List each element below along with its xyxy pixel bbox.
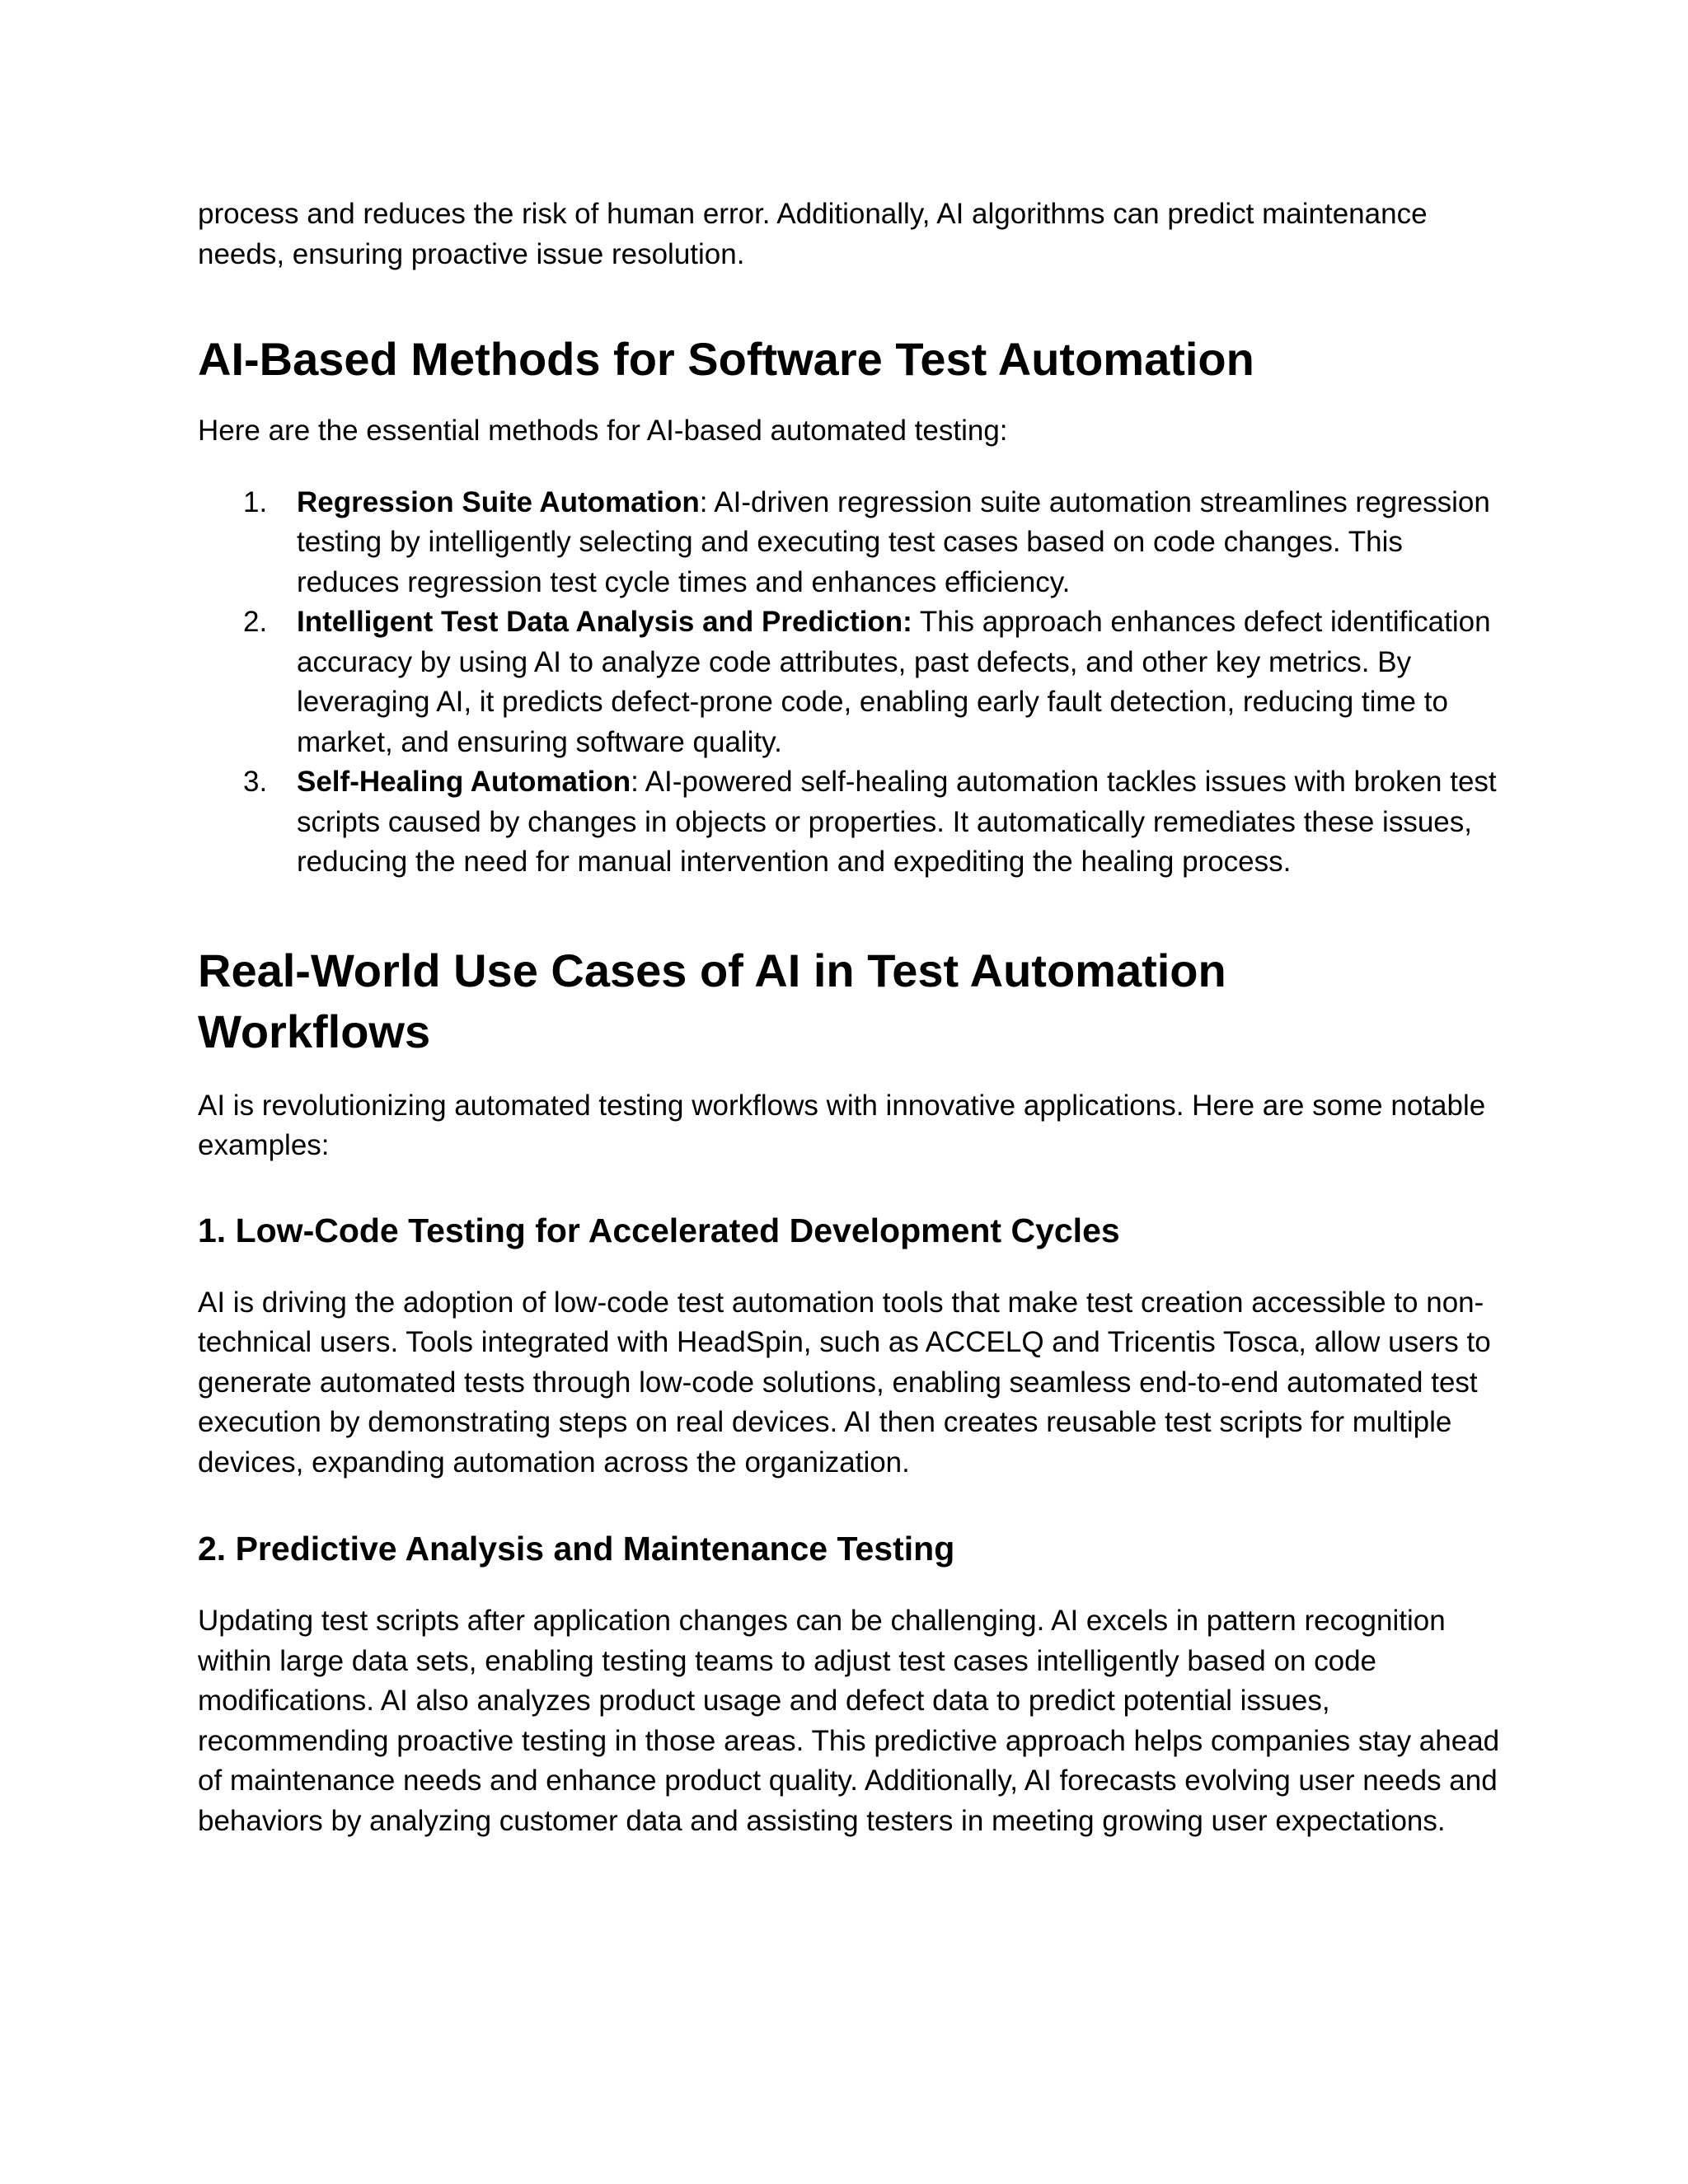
section-heading-ai-methods: AI-Based Methods for Software Test Automation bbox=[198, 333, 1254, 385]
low-code-paragraph: AI is driving the adoption of low-code test automation tools that make test creation accessible to non-technical users. Tools integrated with HeadSpin, such as ACCELQ and Tricentis Tosca, allow users to generate automated tests through low-code solutions, enabling seamless end-to-end automated test execution by demonstrating steps on real devices. AI then creates reusable test scripts for multiple devices, expanding automation across the organization. bbox=[198, 1286, 1491, 1479]
subheading-low-code-testing: 1. Low-Code Testing for Accelerated Development Cycles bbox=[198, 1211, 1120, 1249]
list-item-text: : AI-driven regression suite automation streamlines regression testing by intelligently selecting and executing test cases based on code changes. This reduces regression test cycle times and enhances efficiency. bbox=[297, 485, 1490, 598]
list-item bbox=[198, 602, 1500, 762]
list-item-text: : AI-powered self-healing automation tackles issues with broken test scripts caused by changes in objects or properties. It automatically remediates these issues, reducing the need for manual intervention and expediting the healing process. bbox=[297, 766, 1497, 878]
section-heading-use-cases: Real-World Use Cases of AI in Test Automation Workflows bbox=[198, 944, 1226, 1057]
use-cases-intro-paragraph: AI is revolutionizing automated testing workflows with innovative applications. Here are some notable examples: bbox=[198, 1089, 1486, 1161]
list-item-title: Intelligent Test Data Analysis and Prediction: bbox=[297, 606, 912, 638]
list-item-number: 1. bbox=[243, 485, 268, 518]
list-item-text: This approach enhances defect identification accuracy by using AI to analyze code attributes, past defects, and other key metrics. By leveraging AI, it predicts defect-prone code, enabling early fault detection, reducing time to market, and ensuring software quality. bbox=[297, 606, 1491, 758]
list-item-number: 3. bbox=[243, 766, 268, 798]
document-page bbox=[198, 194, 1500, 1841]
section-intro-paragraph: Here are the essential methods for AI-based automated testing: bbox=[198, 415, 1008, 447]
list-item-title: Self-Healing Automation bbox=[297, 766, 631, 798]
intro-continuation-paragraph: process and reduces the risk of human error. Additionally, AI algorithms can predict maintenance needs, ensuring proactive issue resolution. bbox=[198, 198, 1428, 270]
list-item bbox=[198, 483, 1500, 603]
list-item-title: Regression Suite Automation bbox=[297, 485, 700, 518]
list-item-number: 2. bbox=[243, 606, 268, 638]
list-item bbox=[198, 762, 1500, 883]
subheading-predictive-analysis: 2. Predictive Analysis and Maintenance Testing bbox=[198, 1530, 955, 1568]
predictive-analysis-paragraph: Updating test scripts after application changes can be challenging. AI excels in pattern recognition within large data sets, enabling testing teams to adjust test cases intelligently based on code modifications. AI also analyzes product usage and defect data to predict potential issues, recommending proactive testing in those areas. This predictive approach helps companies stay ahead of maintenance needs and enhance product quality. Additionally, AI forecasts evolving user needs and behaviors by analyzing customer data and assisting testers in meeting growing user expectations. bbox=[198, 1605, 1500, 1837]
methods-list bbox=[198, 483, 1500, 883]
